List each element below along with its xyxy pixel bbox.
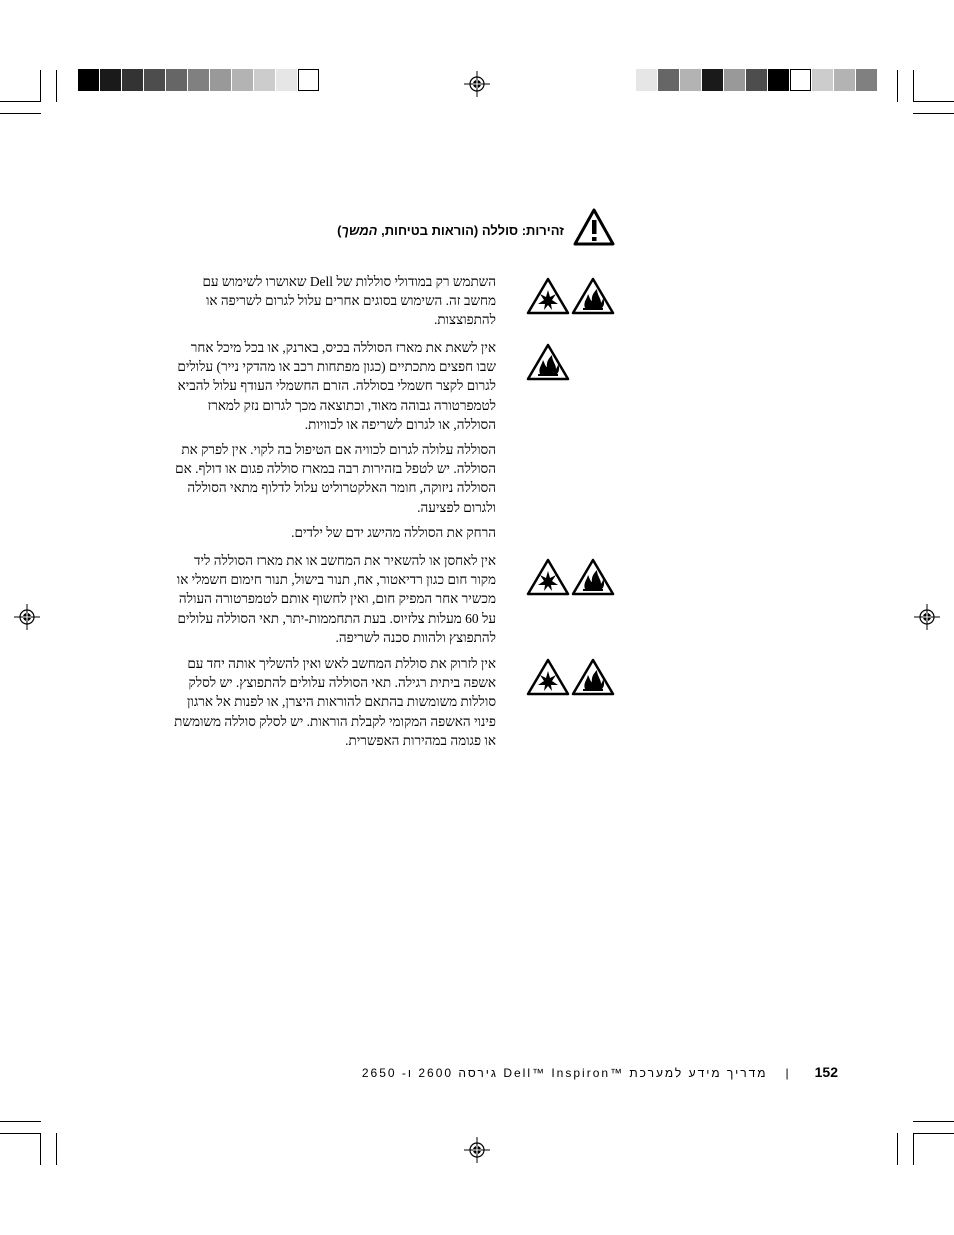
color-swatch xyxy=(856,69,877,91)
color-swatch xyxy=(254,69,275,91)
color-swatch xyxy=(232,69,253,91)
registration-mark-icon xyxy=(464,71,490,97)
color-swatch xyxy=(658,69,679,91)
section-heading: זהירות: סוללה (הוראות בטיחות, המשך) xyxy=(337,223,564,238)
color-swatch xyxy=(724,69,745,91)
fire-hazard-icon xyxy=(571,277,615,315)
color-swatch xyxy=(188,69,209,91)
color-swatch xyxy=(746,69,767,91)
paragraph-1: השתמש רק במודולי סוללות של Dell שאושרו לשימוש עם מחשב זה. השימוש בסוגים אחרים עלול לגרום לשריפה או להתפוצצות. xyxy=(202,274,496,328)
color-swatch xyxy=(812,69,833,91)
color-bar-left xyxy=(78,69,320,91)
paragraph-2: אין לשאת את מארז הסוללה בכיס, בארנק, או בכל מיכל אחר שבו חפצים מתכתיים (כגון מפתחות רכב או מהדקי נייר) עלולים לגרום לקצר חשמלי בסוללה. הזרם החשמלי העודף עלול להביא לטמפרטורה גבוהה מאוד, וכתוצאה מכך לגרום נזק למארז הסוללה, או לגרום לשריפה או לכוויות. xyxy=(177,340,496,432)
paragraph-6: אין לזרוק את סוללת המחשב לאש ואין להשליך אותה יחד עם אשפה ביתית רגילה. תאי הסוללה עלולים להתפוצץ. יש לסלק סוללות משומשות בהתאם להוראות היצרן, או לפנות אל ארגון פינוי האשפה המקומי לקבלת הוראות. יש לסלק סוללה משומשת או פגומה במהירות האפשרית. xyxy=(174,656,496,748)
color-swatch xyxy=(790,69,811,91)
color-swatch xyxy=(636,69,657,91)
registration-mark-icon xyxy=(914,604,940,630)
color-swatch xyxy=(210,69,231,91)
footer-separator: | xyxy=(785,1066,789,1080)
footer-title: מדריך מידע למערכת ™Dell™ Inspiron גירסה 2600 ו- 2650 xyxy=(361,1066,768,1080)
paragraph-4: הרחק את הסוללה מהישג ידם של ילדים. xyxy=(291,525,496,540)
color-swatch xyxy=(834,69,855,91)
fire-hazard-icon xyxy=(571,658,615,696)
paragraph-3: הסוללה עלולה לגרום לכוויה אם הטיפול בה לקוי. אין לפרק את הסוללה. יש לטפל בזהירות רבה במארז סוללה פגום או דולף. אם הסוללה ניזוקה, חומר האלקטרוליט עלול לדלוף מתאי הסוללה ולגרום לפציעה. xyxy=(175,442,496,515)
fire-hazard-icon xyxy=(526,343,570,381)
color-swatch xyxy=(166,69,187,91)
registration-mark-icon xyxy=(14,604,40,630)
color-swatch xyxy=(298,69,319,91)
fire-hazard-icon xyxy=(571,558,615,596)
explosion-hazard-icon xyxy=(526,658,570,696)
color-swatch xyxy=(100,69,121,91)
warning-triangle-icon xyxy=(573,207,615,247)
color-swatch xyxy=(144,69,165,91)
color-swatch xyxy=(702,69,723,91)
color-swatch xyxy=(768,69,789,91)
paragraph-5: אין לאחסן או להשאיר את המחשב או את מארז הסוללה ליד מקור חום כגון רדיאטור, אח, תנור בישול, תנור חימום חשמלי או מכשיר אחר המפיק חום, ואין לחשוף אותם לטמפרטורה העולה על 60 מעלות צלזיוס. בעת התחממות-יתר, תאי הסוללה עלולים להתפוצץ ולהוות סכנה לשריפה. xyxy=(176,553,496,645)
color-swatch xyxy=(122,69,143,91)
explosion-hazard-icon xyxy=(526,277,570,315)
registration-mark-icon xyxy=(464,1137,490,1163)
color-swatch xyxy=(78,69,99,91)
color-swatch xyxy=(276,69,297,91)
page-footer xyxy=(362,1064,838,1080)
color-swatch xyxy=(680,69,701,91)
page-number: 152 xyxy=(814,1064,838,1080)
color-bar-right xyxy=(636,69,878,91)
explosion-hazard-icon xyxy=(526,558,570,596)
